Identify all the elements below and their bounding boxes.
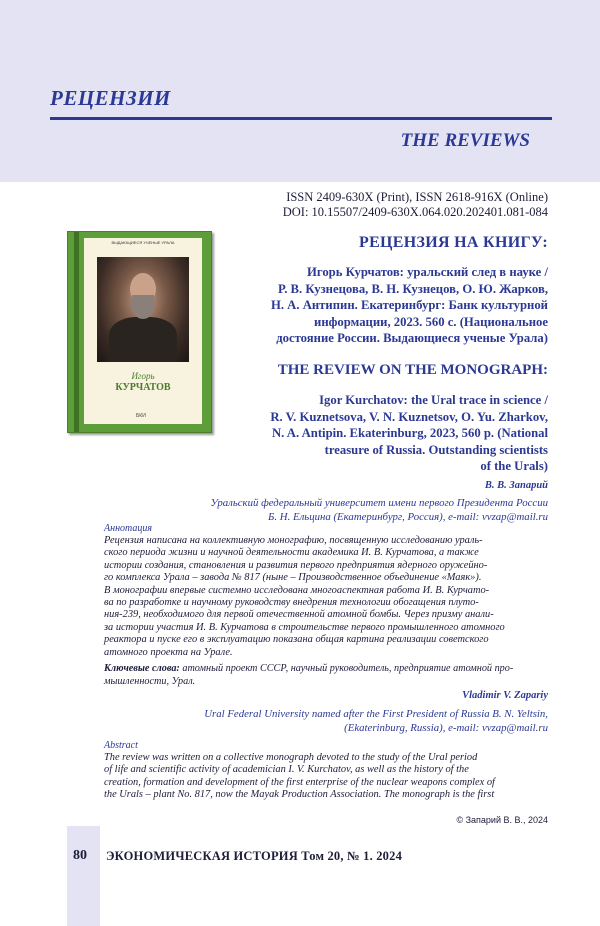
citation-line: Игорь Курчатов: уральский след в науке / — [307, 265, 548, 279]
section-title-en: THE REVIEWS — [400, 130, 530, 151]
affiliation-line: Ural Federal University named after the First President of Russia B. N. Yeltsin, — [204, 708, 548, 720]
section-title-ru: РЕЦЕНЗИИ — [50, 86, 171, 110]
cover-series-label: ВЫДАЮЩИЕСЯ УЧЕНЫЕ УРАЛА — [111, 240, 175, 245]
abstract-line: creation, formation and development of the first enterprise of the nuclear weapons complex of — [104, 776, 495, 788]
issn-line: ISSN 2409-630X (Print), ISSN 2618-916X (Online) — [286, 190, 548, 204]
abstract-label-en: Abstract — [104, 740, 138, 751]
banner-divider — [50, 117, 552, 120]
footer-page-tab — [67, 826, 100, 926]
cover-publisher-logo: БКИ — [136, 413, 146, 419]
book-citation-en — [218, 392, 548, 475]
abstract-line: реактора и пуске его в эксплуатацию показана общая картина реализации советского — [104, 634, 489, 646]
citation-line: treasure of Russia. Outstanding scientists — [324, 442, 548, 457]
citation-line: N. A. Antipin. Ekaterinburg, 2023, 560 p. (National — [272, 426, 548, 440]
abstract-line: Рецензия написана на коллективную монографию, посвященную исследованию ураль- — [104, 535, 483, 546]
abstract-line: истории создания, становления и развития первого предприятия ядерного оружейно- — [104, 559, 488, 571]
page-number: 80 — [73, 848, 87, 863]
abstract-line: В монографии впервые системно исследована многоаспектная работа И. В. Курчато- — [104, 584, 490, 596]
keywords-ru — [104, 662, 550, 688]
citation-line: Н. А. Антипин. Екатеринбург: Банк культурной — [270, 298, 548, 312]
abstract-line: the Urals – plant No. 817, now the Mayak Production Association. The monograph is the first — [104, 789, 495, 801]
author-affiliation-en — [204, 707, 548, 735]
abstract-line: атомного проекта на Урале. — [104, 646, 233, 658]
keywords-label: Ключевые слова: — [104, 663, 180, 674]
cover-last-name: КУРЧАТОВ — [115, 382, 171, 393]
keywords-text: атомный проект СССР, научный руководитель, предприятие атомной про- — [179, 663, 514, 674]
abstract-line: ва по разработке и научному руководству внедрения технологии обогащения плуто- — [104, 597, 479, 609]
affiliation-line: Уральский федеральный университет имени первого Президента России — [210, 497, 548, 509]
citation-line: достояние России. Выдающиеся ученые Урала) — [276, 331, 548, 345]
abstract-line: го комплекса Урала – завода № 817 (ныне – Производственное объединение «Маяк»). — [104, 572, 482, 584]
book-cover-image — [67, 231, 212, 433]
cover-first-name: Игорь — [131, 371, 155, 381]
author-name-ru: В. В. Запарий — [484, 480, 548, 491]
book-citation-ru — [218, 264, 548, 347]
author-name-en: Vladimir V. Zapariy — [462, 690, 548, 701]
review-heading-en: THE REVIEW ON THE MONOGRAPH: — [277, 362, 548, 378]
portrait-coat — [109, 317, 177, 362]
publication-identifiers — [283, 190, 548, 220]
abstract-line: за истории участия И. В. Курчатова в строительстве первого промышленного атомного — [104, 621, 505, 633]
cover-portrait — [97, 257, 189, 362]
citation-line: Р. В. Кузнецова, В. Н. Кузнецов, О. Ю. Жарков, — [278, 281, 548, 296]
journal-running-title: ЭКОНОМИЧЕСКАЯ ИСТОРИЯ Том 20, № 1. 2024 — [106, 849, 403, 863]
section-banner — [0, 0, 600, 182]
abstract-line: ского периода жизни и научной деятельности академика И. В. Курчатова, а также — [104, 547, 479, 559]
citation-line: информации, 2023. 560 с. (Национальное — [314, 314, 548, 329]
affiliation-line: Б. Н. Ельцина (Екатеринбург, Россия), e-mail: vvzap@mail.ru — [268, 511, 548, 523]
abstract-label-ru: Аннотация — [104, 523, 153, 534]
citation-line: of the Urals) — [480, 459, 548, 473]
abstract-line: of life and scientific activity of academician I. V. Kurchatov, as well as the history of the — [104, 764, 469, 776]
portrait-beard — [132, 295, 154, 319]
abstract-text-ru — [104, 535, 550, 659]
author-affiliation-ru — [211, 496, 549, 524]
cover-spine-stripe — [74, 232, 79, 432]
cover-panel — [84, 238, 202, 424]
citation-line: R. V. Kuznetsova, V. N. Kuznetsov, O. Yu. Zharkov, — [270, 409, 548, 424]
abstract-text-en — [104, 752, 550, 802]
keywords-text-cont: мышленности, Урал. — [104, 676, 196, 687]
review-heading-ru: РЕЦЕНЗИЯ НА КНИГУ: — [359, 234, 548, 251]
doi-line: DOI: 10.15507/2409-630X.064.020.202401.081-084 — [282, 205, 548, 219]
abstract-line: The review was written on a collective monograph devoted to the study of the Ural period — [104, 752, 478, 763]
copyright-notice: © Запарий В. В., 2024 — [456, 815, 548, 825]
citation-line: Igor Kurchatov: the Ural trace in science / — [319, 393, 548, 407]
affiliation-line: (Ekaterinburg, Russia), e-mail: vvzap@mail.ru — [344, 722, 548, 734]
abstract-line: ния-239, необходимого для первой отечественной атомной бомбы. Через призму анали- — [104, 609, 494, 621]
